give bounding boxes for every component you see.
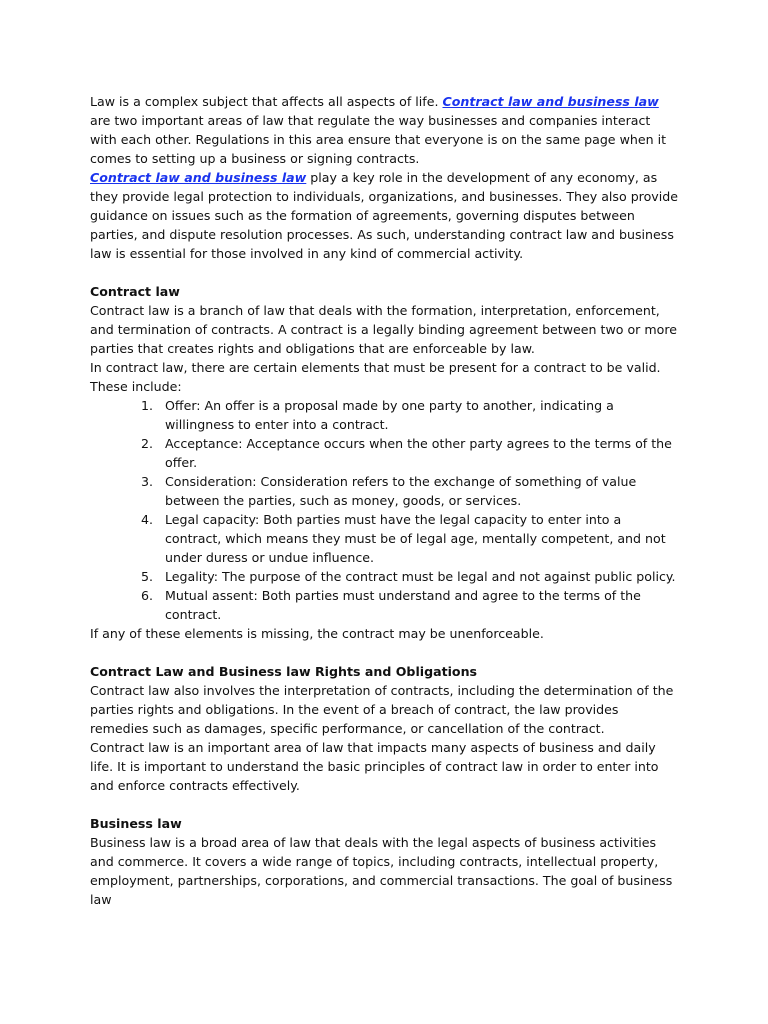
list-item-text: Legality: The purpose of the contract must be legal and not against public policy.: [165, 569, 676, 584]
list-item-number: 5.: [141, 569, 154, 584]
list-item-text: Legal capacity: Both parties must have the legal capacity to enter into a contract, which means they must be of legal age, mentally competent, and not under duress or undue influence.: [165, 512, 666, 565]
contract-business-law-link-2[interactable]: Contract law and business law: [90, 170, 307, 185]
contract-business-law-link-1[interactable]: Contract law and business law: [442, 94, 659, 109]
intro-text-1: Law is a complex subject that affects all aspects of life.: [90, 94, 443, 109]
list-item-text: Mutual assent: Both parties must understand and agree to the terms of the contract.: [165, 588, 641, 622]
list-item-number: 4.: [141, 512, 154, 527]
contract-law-paragraph-2: In contract law, there are certain elements that must be present for a contract to be valid. These include:: [90, 360, 661, 394]
list-item-number: 6.: [141, 588, 154, 603]
list-item-text: Offer: An offer is a proposal made by one party to another, indicating a willingness to enter into a contract.: [165, 398, 614, 432]
intro-text-3: play a key role in the development of any economy, as they provide legal protection to individuals, organizations, and businesses. They also provide guidance on issues such as the formation of agreements, governing disputes between parties, and dispute resolution processes. As such, understanding contract law and business law is essential for those involved in any kind of commercial activity.: [90, 170, 678, 261]
list-item: [141, 510, 680, 567]
contract-law-heading: Contract law: [90, 284, 180, 299]
list-item-number: 1.: [141, 398, 154, 413]
list-item: [141, 434, 680, 472]
business-law-heading: Business law: [90, 816, 182, 831]
list-item: [141, 567, 680, 586]
contract-law-paragraph-3: If any of these elements is missing, the contract may be unenforceable.: [90, 626, 544, 641]
intro-paragraph-1: [90, 92, 680, 168]
list-item-text: Consideration: Consideration refers to the exchange of something of value between the parties, such as money, goods, or services.: [165, 474, 637, 508]
list-item-number: 2.: [141, 436, 154, 451]
business-law-paragraph-1: Business law is a broad area of law that deals with the legal aspects of business activities and commerce. It covers a wide range of topics, including contracts, intellectual property, employment, partnerships, corporations, and commercial transactions. The goal of business law: [90, 835, 673, 907]
intro-paragraph-2: [90, 168, 680, 263]
contract-elements-list: [90, 396, 680, 624]
rights-obligations-heading: Contract Law and Business law Rights and Obligations: [90, 664, 478, 679]
contract-law-paragraph-1: Contract law is a branch of law that deals with the formation, interpretation, enforcement, and termination of contracts. A contract is a legally binding agreement between two or more parties that creates rights and obligations that are enforceable by law.: [90, 303, 677, 356]
rights-paragraph-1: Contract law also involves the interpretation of contracts, including the determination of the parties rights and obligations. In the event of a breach of contract, the law provides remedies such as damages, specific performance, or cancellation of the contract.: [90, 683, 674, 736]
list-item: [141, 396, 680, 434]
list-item: [141, 586, 680, 624]
intro-text-2: are two important areas of law that regulate the way businesses and companies interact with each other. Regulations in this area ensure that everyone is on the same page when it comes to setting up a business or signing contracts.: [90, 113, 667, 166]
list-item: [141, 472, 680, 510]
rights-paragraph-2: Contract law is an important area of law that impacts many aspects of business and daily life. It is important to understand the basic principles of contract law in order to enter into and enforce contracts effectively.: [90, 740, 659, 793]
list-item-number: 3.: [141, 474, 154, 489]
list-item-text: Acceptance: Acceptance occurs when the other party agrees to the terms of the offer.: [165, 436, 672, 470]
